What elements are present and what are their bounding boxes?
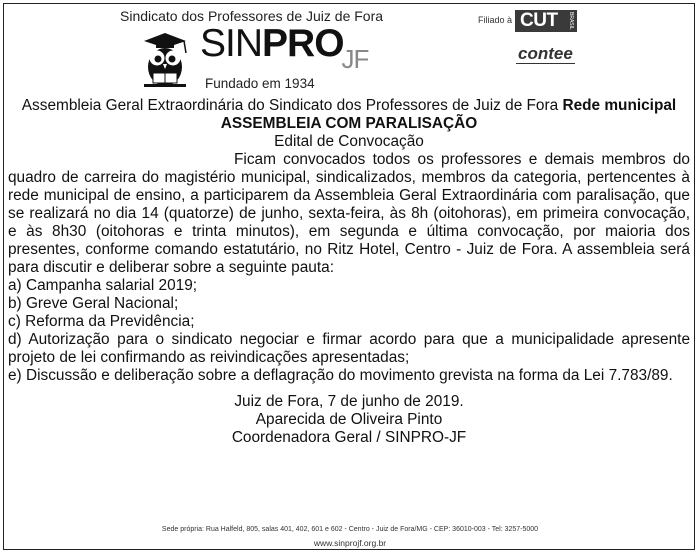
notice-subtitle: ASSEMBLEIA COM PARALISAÇÃO [220, 115, 478, 132]
union-name: Sindicato dos Professores de Juiz de Fora [120, 8, 384, 24]
convocation-paragraph [8, 151, 690, 277]
title-bold: Rede municipal [562, 97, 677, 114]
cut-sub-label: BRASIL [568, 12, 574, 30]
agenda-item: b) Greve Geral Nacional; [8, 295, 179, 312]
notice-title [8, 97, 690, 115]
brand-bold: PRO [262, 22, 344, 65]
agenda-item: a) Campanha salarial 2019; [8, 277, 198, 294]
brand-suffix: JF [341, 44, 369, 74]
brand-light: SIN [200, 22, 263, 65]
agenda-item: c) Reforma da Previdência; [8, 313, 195, 330]
notice-body [8, 97, 690, 447]
cut-logo: CUT [515, 10, 577, 32]
footer-website: www.sinprojf.org.br [313, 538, 387, 548]
contee-logo: contee [518, 44, 573, 63]
founded-text: Fundado em 1934 [205, 76, 315, 91]
footer-address: Sede própria: Rua Halfeld, 805, salas 401, 402, 601 e 602 - Centro - Juiz de Fora/MG - CEP: 36010-003 - Tel: 3257-5000 [161, 526, 539, 533]
place-date: Juiz de Fora, 7 de junho de 2019. [234, 393, 464, 410]
agenda-item: d) Autorização para o sindicato negociar e firmar acordo para que a municipalidade apresente projeto de lei confirmando as reivindicações apresentadas; [8, 331, 690, 366]
edital-label: Edital de Convocação [274, 133, 424, 150]
owl-logo-icon [140, 31, 190, 89]
affiliated-label: Filiado à [478, 15, 513, 25]
paragraph-text: Ficam convocados todos os professores e demais membros do quadro de carreira do magistério municipal, sindicalizados, membros da categoria, pertencentes à rede municipal de ensino, a participarem da Assembleia Geral Extraordinária com paralisação, que se realizará no dia 14 (quatorze) de junho, sexta-feira, às 8h (oitohoras), em primeira convocação, e às 8h30 (oitohoras e trinta minutos), em segunda e última convocação, por maioria dos presentes, conforme comando estatutário, no Ritz Hotel, Centro - Juiz de Fora. A assembleia será para discutir e deliberar sobre a seguinte pauta: [8, 151, 690, 276]
signer-role: Coordenadora Geral / SINPRO-JF [231, 429, 467, 446]
sinpro-wordmark [200, 22, 369, 74]
agenda-item: e) Discussão e deliberação sobre a deflagração do movimento grevista na forma da Lei 7.783/89. [8, 367, 673, 384]
signer-name: Aparecida de Oliveira Pinto [255, 411, 443, 428]
signature-block [8, 393, 690, 447]
title-main: Assembleia Geral Extraordinária do Sindicato dos Professores de Juiz de Fora [21, 97, 563, 114]
